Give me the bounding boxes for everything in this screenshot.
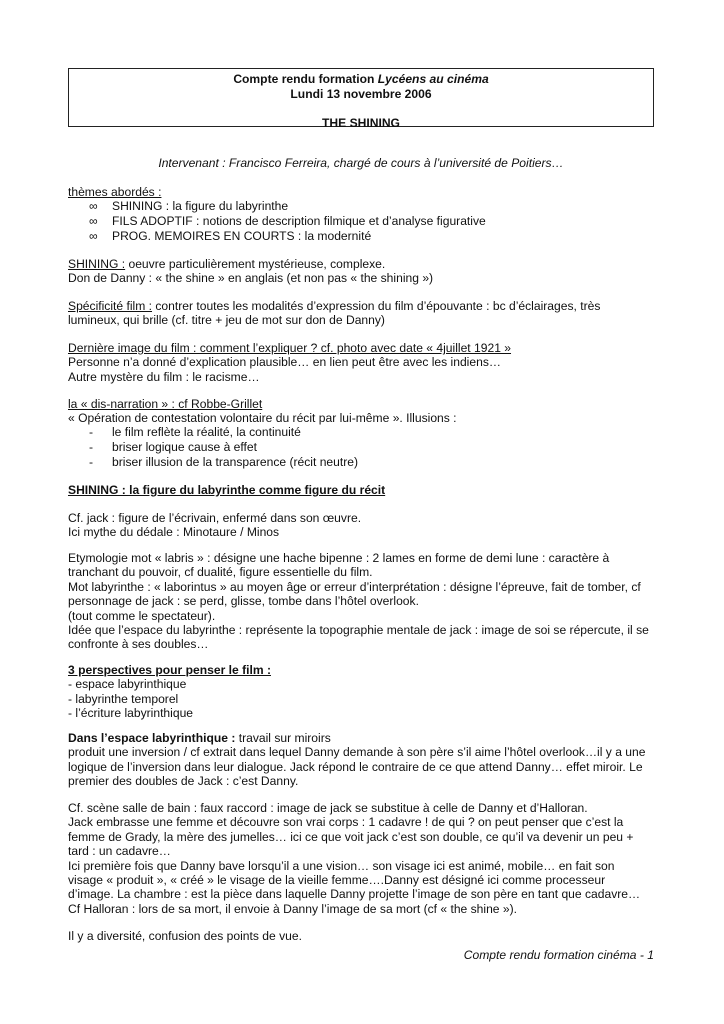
page-footer: Compte rendu formation cinéma - 1 <box>463 948 654 962</box>
infinity-bullet-icon: ∞ <box>89 214 98 228</box>
dash-bullet: - <box>89 425 94 439</box>
salle-de-bain-paragraph: Cf. scène salle de bain : faux raccord : image de jack se substitue à celle de Danny et d’Halloran. Jack embrasse une femme et découvre son vrai corps : 1 cadavre ! de qui ? on peut penser que c’est la femme de Grady, la mère des jumelles… ici ce que voit jack c’est son double, ce qu’il va devenir un peu + tard : un cadavre… Ici première fois que Danny bave lorsqu’il a une vision… son visage ici est animé, mobile… en fait son visage « produit », « créé » le visage de la vieille femme….Danny est désigné ici comme processeur d’image. La chambre : est la pièce dans laquelle Danny projette l’image de son père en tant que cadavre… Cf Halloran : lors de sa mort, il envoie à Danny l’image de sa mort (cf « the shine »). <box>68 801 641 916</box>
etymology-paragraph: Etymologie mot « labris » : désigne une hache bipenne : 2 lames en forme de demi lune : caractère à tranchant du pouvoir, cf dualité, figure essentielle du film. Mot labyrinthe : « laborintus » au moyen âge or erreur d’interprétation : désigne l’épreuve, fait de tomber, cf personnage de jack : se perd, glisse, tombe dans l’hôtel overlook. (tout comme le spectateur). Idée que l’espace du labyrinthe : représente la topographie mentale de jack : image de soi se répercute, il se confronte à ses doubles… <box>68 551 649 652</box>
illusion-item: briser illusion de la transparence (récit neutre) <box>112 455 359 469</box>
section-title: SHINING : la figure du labyrinthe comme figure du récit <box>68 483 386 497</box>
final-paragraph: Il y a diversité, confusion des points de vue. <box>68 929 302 943</box>
header-box <box>68 68 654 130</box>
speaker-line: Intervenant : Francisco Ferreira, chargé de cours à l’université de Poitiers… <box>158 156 564 170</box>
theme-item: SHINING : la figure du labyrinthe <box>112 199 289 213</box>
themes-heading: thèmes abordés : <box>68 185 162 199</box>
header-date: Lundi 13 novembre 2006 <box>290 86 432 101</box>
theme-item: PROG. MEMOIRES EN COURTS : la modernité <box>112 229 372 243</box>
infinity-bullet-icon: ∞ <box>89 199 98 213</box>
espace-paragraph: Dans l’espace labyrinthique : travail sur miroirs produit une inversion / cf extrait dans lequel Danny demande à son père s’il aime l’hôtel overlook…il y a une logique de l’inversion dans leur dialogue. Jack répond le contraire de ce que attend Danny… effet miroir. Le premier des doubles de Jack : c’est Danny. <box>68 731 646 789</box>
dash-bullet: - <box>89 455 94 469</box>
header-line-1: Compte rendu formation Lycéens au cinéma <box>233 72 489 86</box>
dash-bullet: - <box>89 440 94 454</box>
theme-item: FILS ADOPTIF : notions de description filmique et d’analyse figurative <box>112 214 486 228</box>
specificite-paragraph: Spécificité film : contrer toutes les modalités d’expression du film d’épouvante : bc d’éclairages, très lumineux, qui brille (cf. titre + jeu de mot sur don de Danny) <box>68 299 601 328</box>
jack-paragraph: Cf. jack : figure de l’écrivain, enfermé dans son œuvre. Ici mythe du dédale : Minotaure / Minos <box>68 511 362 540</box>
illusion-item: briser logique cause à effet <box>112 440 257 454</box>
derniere-image-paragraph: Dernière image du film : comment l’expliquer ? cf. photo avec date « 4juillet 1921 » Personne n’a donné d’explication plausible… en lien peut être avec les indiens… Autre mystère du film : le racisme… <box>68 341 512 384</box>
illusion-item: le film reflète la réalité, la continuité <box>112 425 301 439</box>
perspectives-list: 3 perspectives pour penser le film : - espace labyrinthique - labyrinthe temporel - l’écriture labyrinthique <box>68 663 271 721</box>
header-spacer <box>69 101 653 116</box>
shining-paragraph: SHINING : oeuvre particulièrement mystérieuse, complexe. Don de Danny : « the shine » en anglais (et non pas « the shining ») <box>68 257 434 286</box>
document-title: THE SHINING <box>322 115 400 130</box>
dis-narration-paragraph: la « dis-narration » : cf Robbe-Grillet « Opération de contestation volontaire du récit par lui-même ». Illusions : <box>68 397 457 426</box>
infinity-bullet-icon: ∞ <box>89 229 98 243</box>
